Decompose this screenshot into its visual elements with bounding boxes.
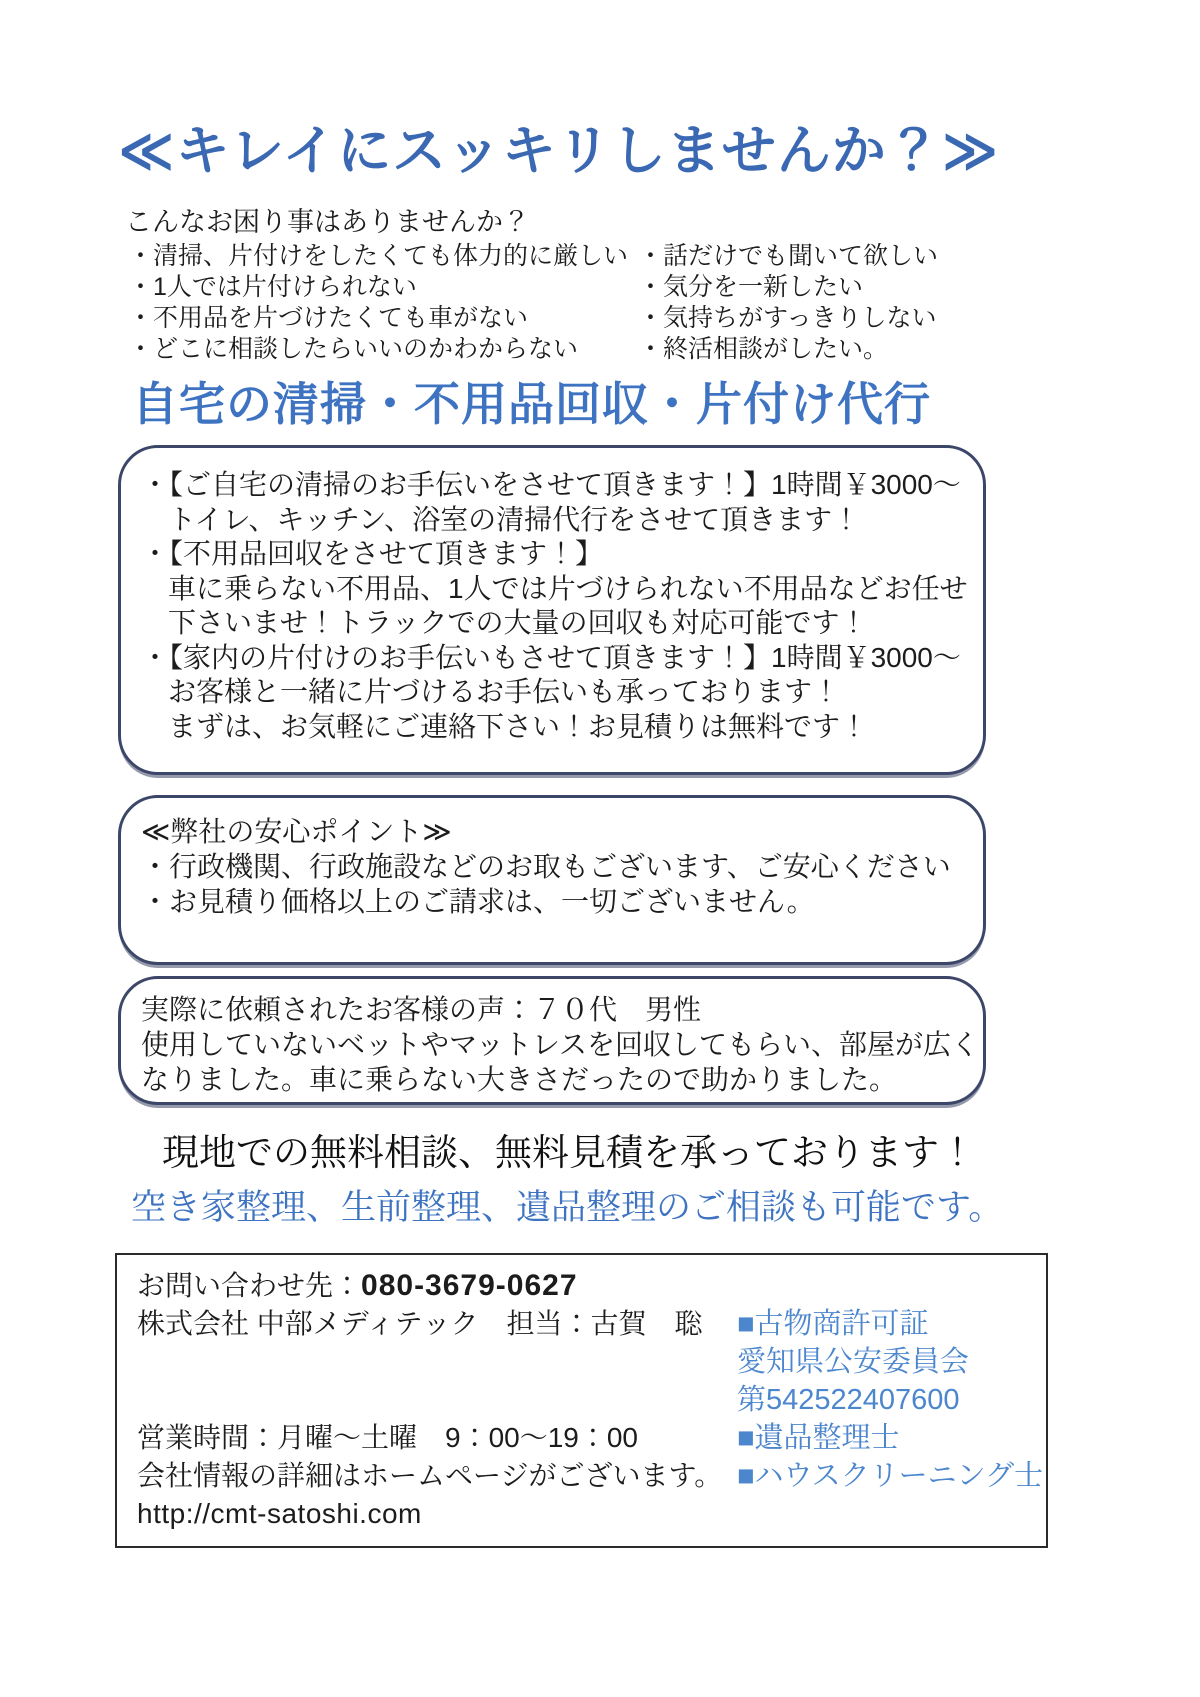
customer-voice-box <box>118 976 986 1105</box>
voice-line: なりました。車に乗らない大きさだったので助かりました。 <box>141 1064 898 1095</box>
points-box <box>118 795 986 965</box>
phone-line <box>137 1267 737 1305</box>
service-line: ・【ご自宅の清掃のお手伝いをさせて頂きます！】1時間￥3000～ <box>141 469 961 500</box>
concern-item: ・どこに相談したらいいのかわからない <box>128 335 579 363</box>
service-line: ・【不用品回収をさせて頂きます！】 <box>141 538 604 569</box>
phone-label: お問い合わせ先： <box>137 1270 362 1301</box>
company-name: 株式会社 中部メディテック 担当：古賀 聡 <box>137 1308 703 1339</box>
concern-item: ・気分を一新したい <box>638 273 864 301</box>
homepage-note: 会社情報の詳細はホームページがございます。 <box>137 1460 723 1491</box>
service-line: 車に乗らない不用品、1人では片づけられない不用品などお任せ <box>168 572 968 604</box>
concern-list-left <box>128 241 628 365</box>
homepage-url: http://cmt-satoshi.com <box>137 1498 422 1529</box>
cert-item: ■遺品整理士 <box>737 1422 900 1454</box>
contact-box <box>115 1253 1048 1548</box>
concern-item: ・話だけでも聞いて欲しい <box>638 242 939 270</box>
cert-item: 第542522407600 <box>737 1384 960 1416</box>
point-item: ・行政機関、行政施設などのお取もございます、ご安心ください <box>141 851 951 882</box>
business-hours: 営業時間：月曜～土曜 9：00～19：00 <box>137 1422 639 1453</box>
free-consult-text: 現地での無料相談、無料見積を承っております！ <box>162 1132 976 1173</box>
intro-heading: こんなお困り事はありませんか？ <box>125 207 530 237</box>
cert-item: 愛知県公安委員会 <box>737 1346 970 1378</box>
concern-item: ・清掃、片付けをしたくても体力的に厳しい <box>128 242 629 270</box>
service-line: トイレ、キッチン、浴室の清掃代行をさせて頂きます！ <box>168 503 861 535</box>
service-line: お客様と一緒に片づけるお手伝いも承っております！ <box>168 676 841 707</box>
services-box <box>118 445 986 775</box>
concern-item: ・気持ちがすっきりしない <box>638 304 937 332</box>
service-line: 下さいませ！トラックでの大量の回収も対応可能です！ <box>168 607 868 638</box>
extra-services-text: 空き家整理、生前整理、遺品整理のご相談も可能です。 <box>131 1188 1004 1227</box>
point-item: ・お見積り価格以上のご請求は、一切ございません。 <box>141 886 815 917</box>
concern-item: ・終活相談がしたい。 <box>638 335 889 363</box>
cert-item: ■古物商許可証 <box>737 1308 929 1340</box>
service-line: ・【家内の片付けのお手伝いもさせて頂きます！】1時間￥3000～ <box>141 641 961 673</box>
phone-number: 080-3679-0627 <box>361 1269 578 1302</box>
points-heading: ≪弊社の安心ポイント≫ <box>141 816 452 847</box>
concern-item: ・1人では片付けられない <box>128 273 417 301</box>
page-title: ≪キレイにスッキリしませんか？≫ <box>118 121 1000 181</box>
service-line: まずは、お気軽にご連絡下さい！お見積りは無料です！ <box>168 710 869 742</box>
service-heading: 自宅の清掃・不用品回収・片付け代行 <box>132 378 931 430</box>
cert-item: ■ハウスクリーニング士 <box>737 1460 1044 1492</box>
concern-list-right <box>638 241 938 365</box>
voice-line: 実際に依頼されたお客様の声：７０代 男性 <box>141 994 702 1025</box>
voice-line: 使用していないベットやマットレスを回収してもらい、部屋が広く <box>141 1029 980 1060</box>
concern-item: ・不用品を片づけたくても車がない <box>128 304 529 332</box>
